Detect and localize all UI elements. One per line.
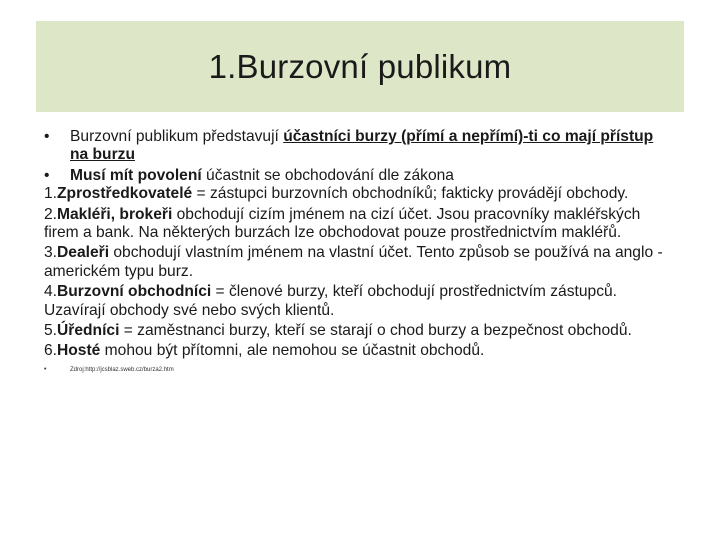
item-text: obchodují cizím jménem na cizí účet. Jsou pracovníky makléřských firem a bank. Na některých burzách lze obchodovat pouze prostřednictvím makléřů. bbox=[44, 205, 641, 242]
bullet-permission-text: účastnit se obchodování dle zákona bbox=[201, 166, 454, 184]
item-term: Úředníci bbox=[57, 322, 120, 340]
item-6 bbox=[44, 342, 666, 360]
slide-title: 1.Burzovní publikum bbox=[208, 47, 512, 85]
bullet-participants bbox=[44, 128, 666, 165]
bullet-dot-icon: • bbox=[44, 365, 47, 373]
item-number: 3. bbox=[44, 244, 58, 262]
item-term: Zprostředkovatelé bbox=[57, 185, 193, 203]
item-number: 6. bbox=[44, 342, 58, 360]
item-1 bbox=[44, 185, 666, 203]
item-number: 2. bbox=[44, 205, 58, 223]
item-term: Burzovní obchodníci bbox=[57, 283, 212, 301]
item-term: Makléři, brokeři bbox=[57, 205, 173, 223]
source-note bbox=[44, 365, 666, 375]
slide-content bbox=[44, 128, 666, 375]
bullet-participants-text: Burzovní publikum představují bbox=[70, 128, 284, 145]
item-number: 1. bbox=[44, 185, 58, 203]
item-number: 4. bbox=[44, 283, 58, 301]
item-4 bbox=[44, 283, 666, 320]
item-2 bbox=[44, 206, 666, 243]
item-text: = zaměstnanci burzy, kteří se starají o chod burzy a bezpečnost obchodů. bbox=[119, 322, 632, 340]
item-text: mohou být přítomni, ale nemohou se účastnit obchodů. bbox=[100, 342, 485, 360]
item-text: obchodují vlastním jménem na vlastní účet. Tento způsob se používá na anglo - americkém typu burz. bbox=[44, 244, 663, 280]
item-text: = zástupci burzovních obchodníků; fakticky provádějí obchody. bbox=[192, 185, 629, 203]
bullet-permission-bold: Musí mít povolení bbox=[70, 166, 202, 184]
bullet-permission bbox=[44, 167, 666, 185]
item-5 bbox=[44, 322, 666, 340]
source-text: Zdroj:http://jcsblaz.sweb.cz/burza2.htm bbox=[70, 366, 174, 373]
bullet-dot-icon: • bbox=[44, 128, 50, 145]
item-term: Hosté bbox=[57, 342, 101, 360]
bullet-participants-bold: účastníci burzy (přímí a nepřímí)-ti co mají přístup na burzu bbox=[70, 128, 654, 164]
item-number: 5. bbox=[44, 322, 58, 340]
title-band bbox=[36, 21, 684, 112]
item-3 bbox=[44, 244, 666, 281]
bullet-dot-icon: • bbox=[44, 166, 50, 184]
item-text: = členové burzy, kteří obchodují prostřednictvím zástupců. Uzavírají obchody své nebo svých klientů. bbox=[44, 283, 617, 319]
item-term: Dealeři bbox=[57, 244, 110, 262]
